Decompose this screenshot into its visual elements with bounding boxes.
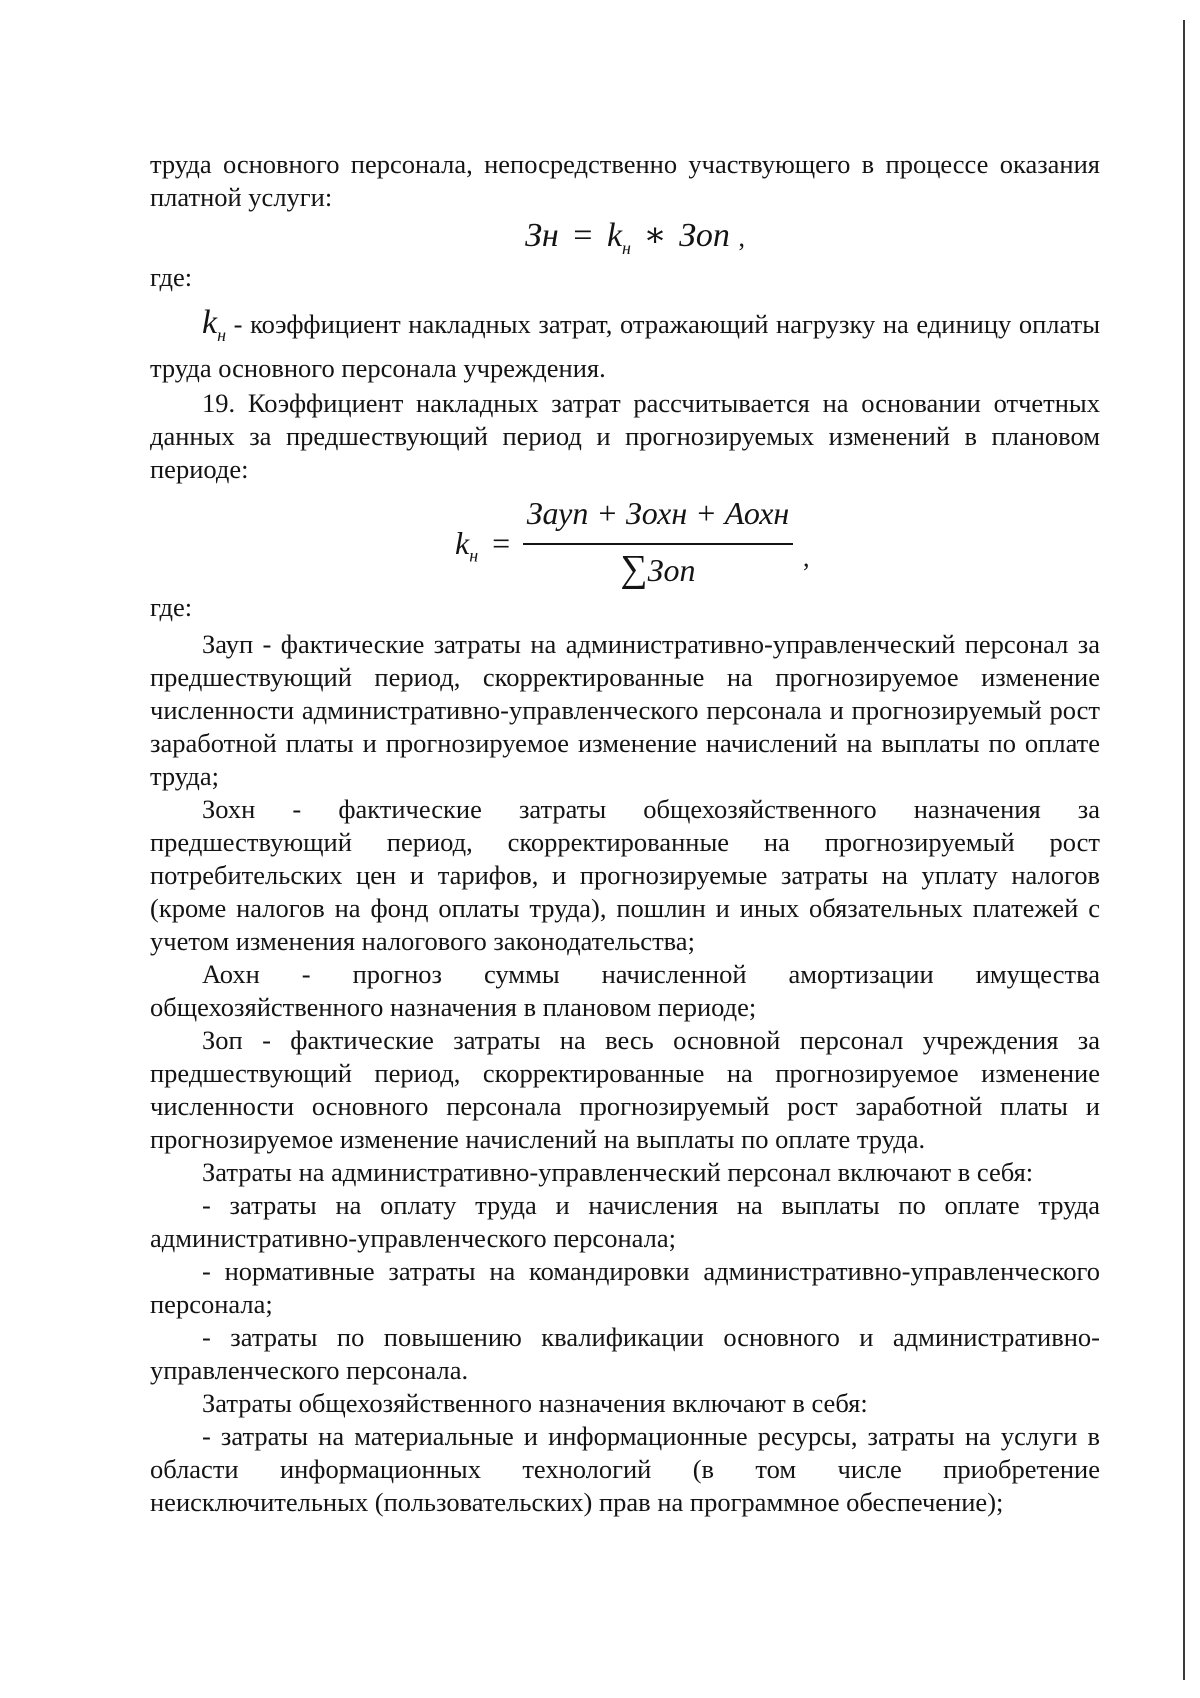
kn-definition: [150, 306, 1100, 385]
def-zop: Зоп - фактические затраты на весь основной персонал учреждения за предшествующий период, скорректированные на прогнозируемое изменение численности основного персонала прогнозируемый рост заработной платы и прогнозируемое изменение начислений на выплаты по оплате труда.: [150, 1025, 1100, 1154]
formula2-tail: ,: [803, 543, 810, 572]
def-zohn: Зохн - фактические затраты общехозяйственного назначения за предшествующий период, скорректированные на прогнозируемый рост потребительских цен и тарифов, и прогнозируемые затраты на уплату налогов (кроме налогов на фонд оплаты труда), пошлин и иных обязательных платежей с учетом изменения налогового законодательства;: [150, 794, 1100, 956]
formula1-tail: ,: [738, 223, 745, 252]
formula1-op: ∗: [643, 217, 667, 254]
formula-overhead-coefficient: [455, 495, 835, 595]
intro-text: труда основного персонала, непосредственно участвующего в процессе оказания платной услуги:: [150, 149, 1100, 212]
def-aohn: Аохн - прогноз суммы начисленной амортизации имущества общехозяйственного назначения в плановом периоде;: [150, 959, 1100, 1022]
formula2-numerator: Зауп + Зохн + Аохн: [526, 495, 790, 531]
formula2-fraction-bar: [523, 543, 793, 545]
admin-costs-intro: Затраты на административно-управленческий персонал включают в себя:: [202, 1157, 1034, 1187]
list-item: - затраты по повышению квалификации основного и административно-управленческого персонала.: [150, 1322, 1100, 1385]
list-item: - нормативные затраты на командировки административно-управленческого персонала;: [150, 1256, 1100, 1319]
list-item: - затраты на оплату труда и начисления на выплаты по оплате труда административно-управленческого персонала;: [150, 1190, 1100, 1253]
kn-definition-text: - коэффициент накладных затрат, отражающий нагрузку на единицу оплаты труда основного персонала учреждения.: [150, 309, 1100, 383]
definitions-block: [150, 628, 1100, 1519]
formula1-k-sub: н: [622, 237, 631, 258]
formula1-rhs: Зоп: [679, 217, 730, 254]
formula-overhead-cost: [0, 215, 1200, 259]
sigma-symbol: ∑: [620, 548, 648, 590]
intro-paragraph: [150, 148, 1100, 214]
scan-edge-line: [1183, 20, 1185, 1680]
paragraph-19-text: 19. Коэффициент накладных затрат рассчитывается на основании отчетных данных за предшествующий период и прогнозируемых изменений в плановом периоде:: [150, 388, 1100, 484]
where-label-1: где:: [150, 262, 193, 292]
formula1-lhs: Зн: [525, 217, 559, 254]
paragraph-19: [150, 387, 1100, 486]
general-costs-intro: Затраты общехозяйственного назначения включают в себя:: [202, 1388, 868, 1418]
list-item: - затраты на материальные и информационные ресурсы, затраты на услуги в области информационных технологий (в том числе приобретение неисключительных (пользовательских) прав на программное обеспечение);: [150, 1421, 1100, 1517]
formula2-denominator: ∑Зоп: [620, 548, 696, 590]
kn-symbol: $k_н$: [202, 304, 227, 345]
formula1-k: k: [606, 217, 623, 254]
where-label-2: где:: [150, 592, 193, 622]
formula2-lhs: $k_н$ =: [455, 525, 511, 566]
def-zaup: Зауп - фактические затраты на административно-управленческий персонал за предшествующий период, скорректированные на прогнозируемое изменение численности административно-управленческого персонала и прогнозируемый рост заработной платы и прогнозируемое изменение начислений на выплаты по оплате труда;: [150, 629, 1100, 791]
formula1-eq: =: [573, 217, 593, 254]
